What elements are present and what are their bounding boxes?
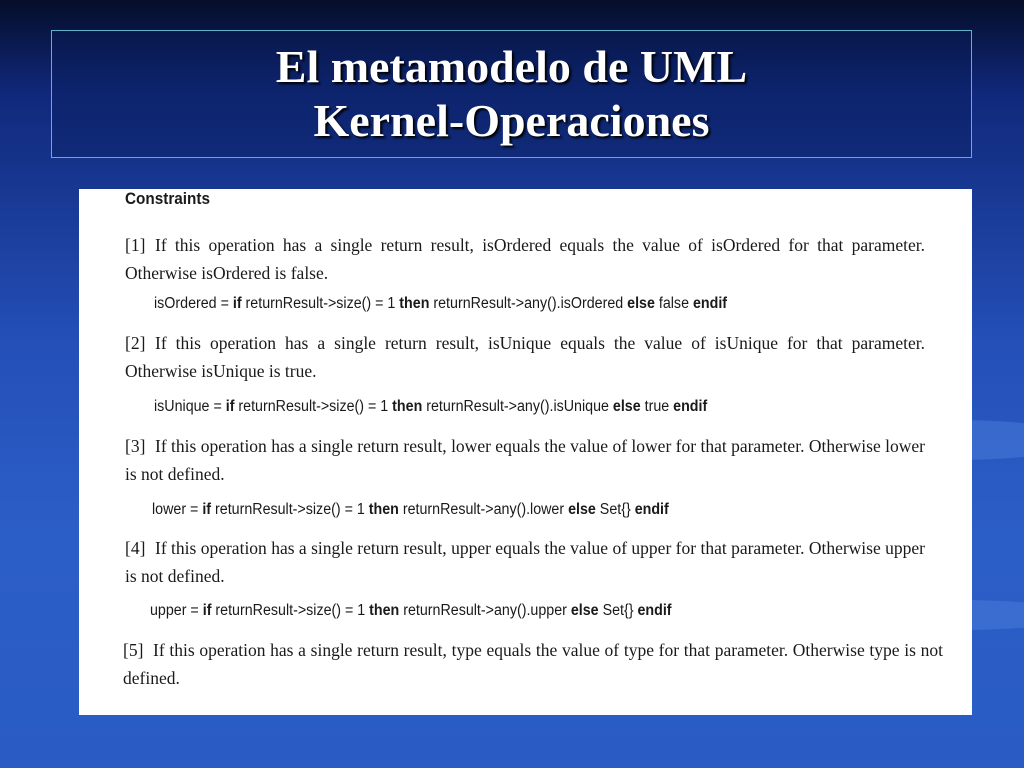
formula-else: Set{} [598, 602, 638, 619]
keyword-then: then [399, 295, 430, 312]
keyword-endif: endif [673, 398, 708, 415]
constraint-number: [2] [125, 333, 146, 353]
keyword-then: then [392, 398, 423, 415]
formula-condition: returnResult->size() = 1 [241, 295, 400, 312]
formula-condition: returnResult->size() = 1 [211, 501, 369, 518]
formula-then: returnResult->any().isUnique [422, 398, 613, 415]
scanned-document [79, 189, 972, 715]
slide-subtitle: Kernel-Operaciones [313, 95, 710, 146]
constraint-number: [4] [125, 538, 146, 558]
formula-then: returnResult->any().lower [398, 501, 569, 518]
formula-then: returnResult->any().upper [399, 602, 571, 619]
formula-then: returnResult->any().isOrdered [429, 295, 628, 312]
formula-condition: returnResult->size() = 1 [211, 602, 370, 619]
slide-title-box [51, 30, 972, 158]
formula-else: true [640, 398, 674, 415]
constraint-number: [1] [125, 235, 146, 255]
constraint-4-text [125, 534, 925, 590]
formula-lhs: isOrdered = [154, 295, 233, 312]
constraint-4-formula [150, 602, 672, 620]
slide-title: El metamodelo de UML [275, 41, 748, 92]
constraint-description: If this operation has a single return result, isOrdered equals the value of isOrdered for that parameter. Otherwise isOrdered is false. [125, 235, 925, 283]
constraint-description: If this operation has a single return result, type equals the value of type for that parameter. Otherwise type is not defined. [123, 640, 943, 688]
constraint-1-formula [154, 295, 727, 313]
formula-condition: returnResult->size() = 1 [234, 398, 393, 415]
constraint-number: [5] [123, 640, 144, 660]
constraint-2-text [125, 329, 925, 385]
keyword-endif: endif [634, 501, 669, 518]
constraint-3-text [125, 432, 925, 488]
constraint-description: If this operation has a single return result, upper equals the value of upper for that parameter. Otherwise upper is not defined. [125, 538, 925, 586]
keyword-if: if [232, 295, 242, 312]
formula-lhs: isUnique = [154, 398, 226, 415]
keyword-else: else [568, 501, 596, 518]
formula-else: Set{} [595, 501, 635, 518]
constraint-5-text [123, 636, 943, 692]
keyword-else: else [627, 295, 655, 312]
keyword-endif: endif [637, 602, 672, 619]
keyword-endif: endif [692, 295, 728, 312]
keyword-if: if [225, 398, 235, 415]
constraint-number: [3] [125, 436, 146, 456]
keyword-else: else [612, 398, 641, 415]
constraint-2-formula [154, 398, 707, 416]
constraint-3-formula [152, 501, 669, 519]
formula-lhs: lower = [152, 501, 203, 518]
formula-lhs: upper = [150, 602, 203, 619]
constraint-description: If this operation has a single return result, lower equals the value of lower for that parameter. Otherwise lower is not defined. [125, 436, 925, 484]
formula-else: false [654, 295, 693, 312]
keyword-if: if [202, 602, 212, 619]
constraints-heading: Constraints [125, 189, 211, 208]
constraint-1-text [125, 231, 925, 287]
keyword-then: then [369, 602, 400, 619]
constraint-description: If this operation has a single return result, isUnique equals the value of isUnique for that parameter. Otherwise isUnique is true. [125, 333, 925, 381]
keyword-else: else [570, 602, 599, 619]
keyword-if: if [202, 501, 212, 518]
keyword-then: then [368, 501, 399, 518]
